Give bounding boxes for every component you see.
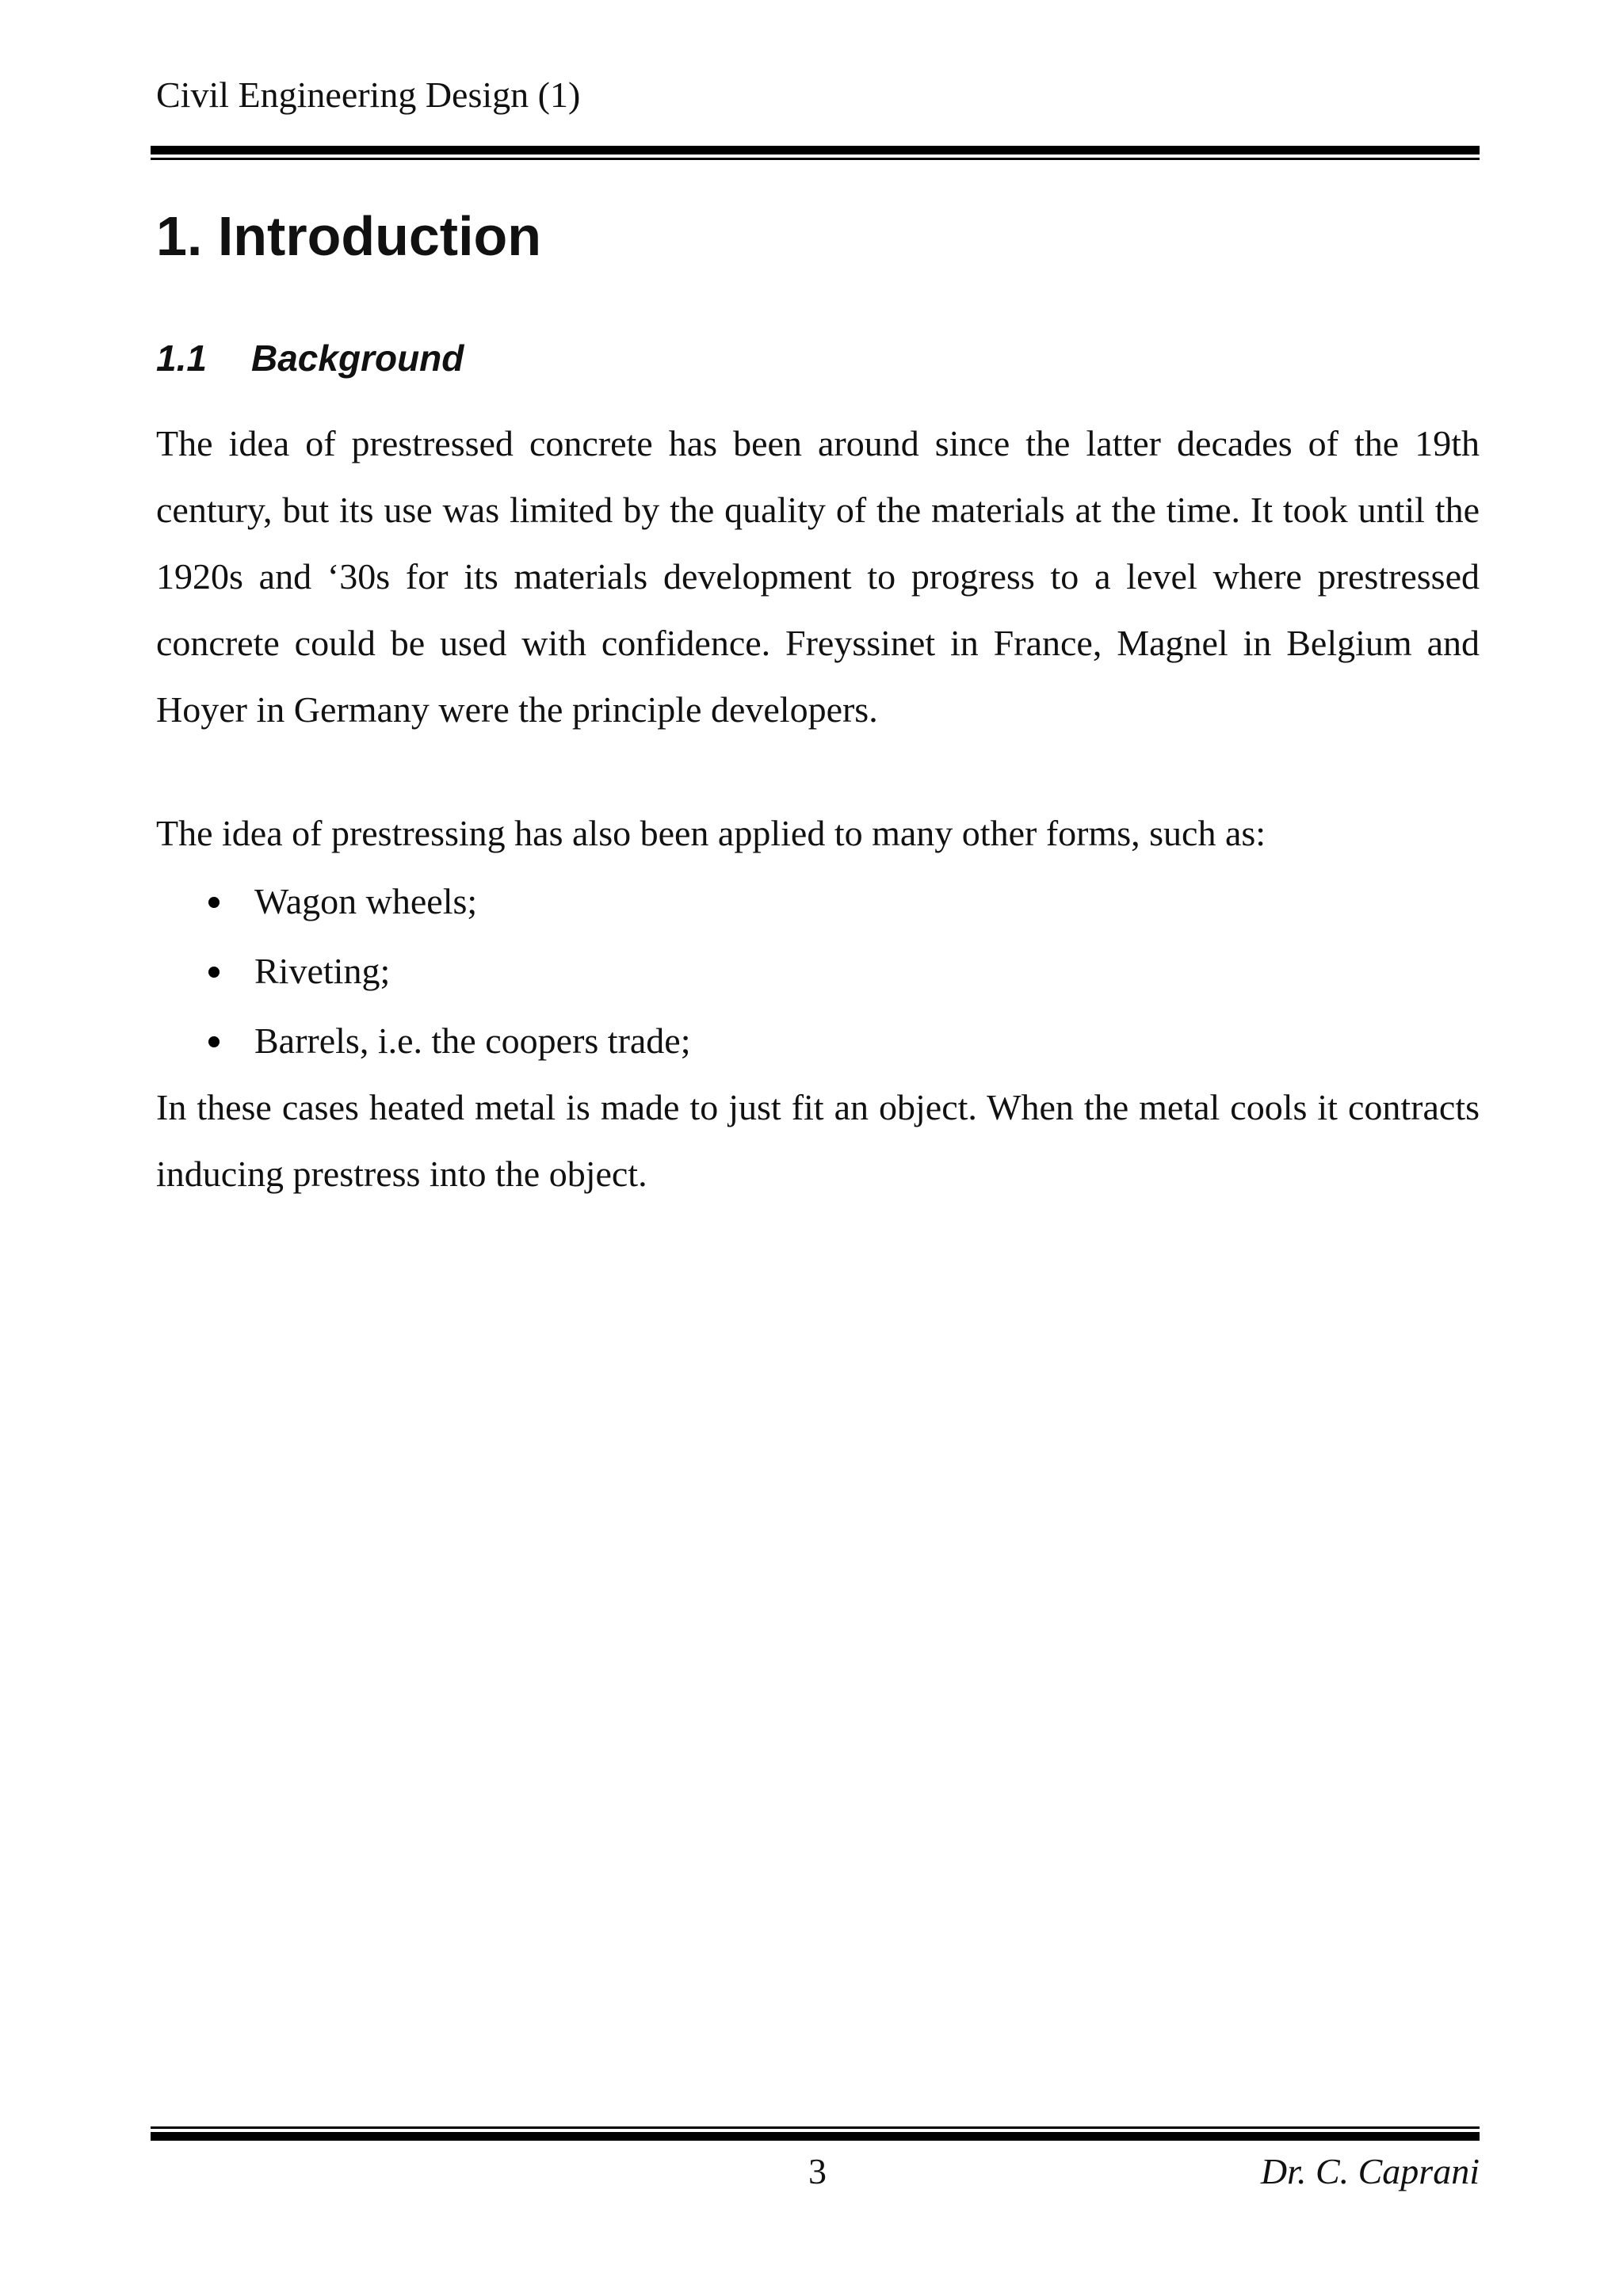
page-number: 3 xyxy=(808,2151,827,2191)
list-item-text: Wagon wheels; xyxy=(254,881,478,921)
paragraph-text: The idea of prestressing has also been applied to many other forms, such as: xyxy=(156,813,1266,853)
header-rule-thin xyxy=(151,158,1480,160)
list-item-text: Barrels, i.e. the coopers trade; xyxy=(254,1020,691,1061)
section-heading xyxy=(156,338,464,379)
paragraph-heated-metal xyxy=(156,1074,1480,1207)
list-item xyxy=(156,867,691,936)
author-name: Dr. C. Caprani xyxy=(1260,2151,1480,2191)
bullet-icon xyxy=(208,897,220,908)
header-rule-thick xyxy=(151,146,1480,154)
section-title: Background xyxy=(251,338,464,379)
footer-rule-thick xyxy=(151,2132,1480,2141)
chapter-title: 1. Introduction xyxy=(156,205,542,267)
paragraph-text: In these cases heated metal is made to just fit an object. When the metal cools it contracts inducing prestress into the object. xyxy=(156,1087,1480,1194)
list-item-text: Riveting; xyxy=(254,951,391,991)
section-number: 1.1 xyxy=(156,338,207,379)
bullet-icon xyxy=(208,1036,220,1047)
paragraph-background xyxy=(156,410,1480,743)
bullet-list xyxy=(156,867,691,1076)
paragraph-text: The idea of prestressed concrete has been around since the latter decades of the 19th century, but its use was limited by the quality of the materials at the time. It took until the 1920s and ‘30s for its materials development to progress to a level where prestressed concrete could be used with confidence. Freyssinet in France, Magnel in Belgium and Hoyer in Germany were the principle developers. xyxy=(156,423,1480,730)
paragraph-prestressing-forms xyxy=(156,800,1480,867)
list-item xyxy=(156,1006,691,1076)
footer-rule-thin xyxy=(151,2126,1480,2129)
running-header: Civil Engineering Design (1) xyxy=(156,74,581,115)
list-item xyxy=(156,936,691,1006)
bullet-icon xyxy=(208,967,220,978)
